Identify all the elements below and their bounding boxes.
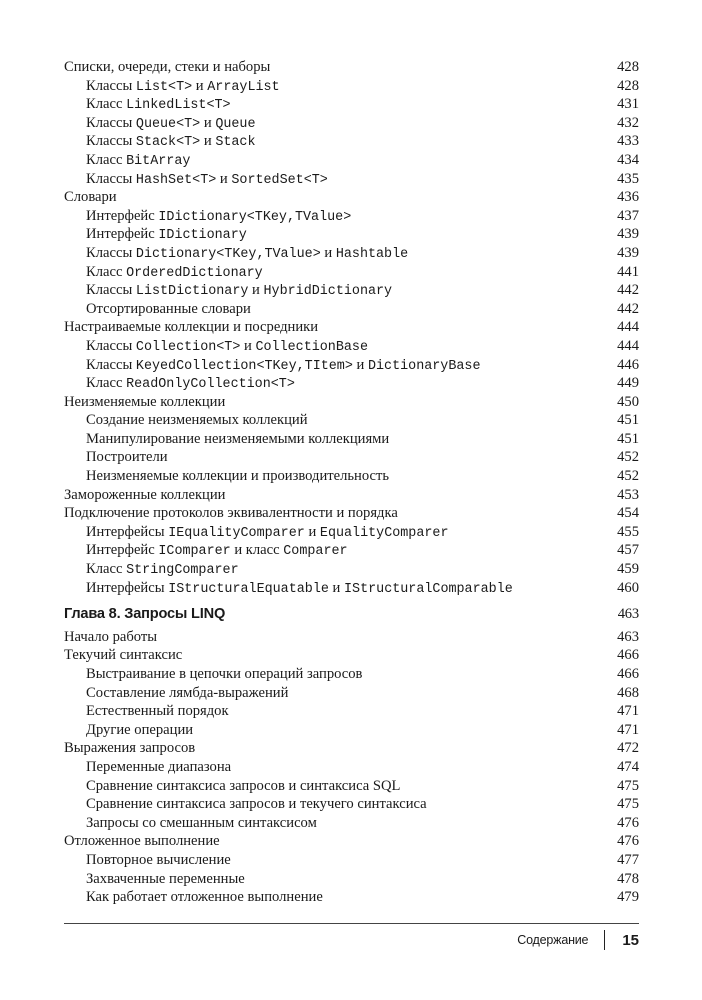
toc-entry-title — [86, 888, 617, 907]
toc-page-number: 436 — [617, 189, 639, 206]
toc-subsection-entry — [64, 814, 639, 833]
toc-page-number: 474 — [617, 758, 639, 775]
title-text: и — [248, 282, 264, 299]
title-text: Классы — [86, 356, 136, 373]
toc-section-entry — [64, 393, 639, 412]
running-header-label: Содержание — [517, 933, 589, 947]
code-identifier: CollectionBase — [255, 339, 368, 355]
title-text: и — [328, 579, 345, 596]
toc-subsection-entry — [64, 300, 639, 319]
toc-section-entry — [64, 646, 639, 665]
toc-page-number: 433 — [617, 133, 639, 150]
code-identifier: HybridDictionary — [263, 284, 393, 300]
title-text: Класс — [86, 375, 127, 392]
toc-entry-title — [64, 393, 617, 412]
toc-entry-title — [86, 225, 617, 246]
title-text: Отложенное выполнение — [64, 833, 220, 850]
toc-subsection-entry — [64, 411, 639, 430]
title-text: Класс — [86, 96, 127, 113]
toc-subsection-entry — [64, 702, 639, 721]
toc-page-number: 479 — [617, 889, 639, 906]
title-text: Переменные диапазона — [86, 758, 232, 775]
footer-separator — [604, 930, 605, 950]
code-identifier: OrderedDictionary — [126, 265, 263, 281]
title-text: Построители — [86, 449, 168, 466]
code-identifier: Stack — [215, 135, 256, 151]
toc-entry-title — [86, 95, 617, 116]
code-identifier: List<T> — [135, 79, 193, 95]
toc-entry-title — [86, 851, 617, 870]
title-text: Словари — [64, 189, 117, 206]
toc-subsection-entry — [64, 721, 639, 740]
toc-entry-title — [86, 777, 617, 796]
toc-entry-title — [86, 207, 617, 228]
title-text: Классы — [86, 282, 136, 299]
title-text: Интерфейс — [86, 226, 159, 243]
toc-chapter-heading — [64, 605, 639, 624]
title-text: Создание неизменяемых коллекций — [86, 412, 308, 429]
toc-subsection-entry — [64, 132, 639, 151]
toc-page-number: 452 — [617, 468, 639, 485]
toc-entry-title — [86, 77, 617, 98]
code-identifier: Queue — [215, 116, 256, 132]
toc-page-number: 472 — [617, 740, 639, 757]
code-identifier: SortedSet<T> — [231, 172, 328, 188]
code-identifier: IStructuralComparable — [344, 581, 513, 597]
toc-subsection-entry — [64, 523, 639, 542]
title-text: Классы — [86, 244, 136, 261]
code-identifier: ListDictionary — [135, 284, 249, 300]
toc-page-number: 453 — [617, 486, 639, 503]
toc-page-number: 471 — [617, 721, 639, 738]
title-text: Сравнение синтаксиса запросов и синтаксиса SQL — [86, 777, 401, 794]
code-identifier: Comparer — [283, 544, 348, 560]
toc-page-number: 459 — [617, 561, 639, 578]
title-text: Повторное вычисление — [86, 851, 231, 868]
code-identifier: Collection<T> — [135, 339, 241, 355]
title-text: Классы — [86, 337, 136, 354]
toc-section-entry — [64, 486, 639, 505]
toc-subsection-entry — [64, 374, 639, 393]
code-identifier: HashSet<T> — [135, 172, 217, 188]
title-text: Классы — [86, 133, 136, 150]
toc-page-number: 435 — [617, 170, 639, 187]
toc-entry-title — [86, 560, 617, 581]
toc-subsection-entry — [64, 541, 639, 560]
toc-subsection-entry — [64, 888, 639, 907]
toc-subsection-entry — [64, 151, 639, 170]
toc-section-entry — [64, 739, 639, 758]
title-text: Списки, очереди, стеки и наборы — [64, 59, 271, 75]
title-text: Отсортированные словари — [86, 300, 251, 317]
page-number: 15 — [622, 931, 639, 949]
title-text: Классы — [86, 77, 136, 94]
title-text: Интерфейс — [86, 207, 159, 224]
toc-entry-title — [86, 337, 617, 358]
title-text: Глава 8. Запросы LINQ — [64, 606, 226, 623]
toc-page-number: 451 — [617, 430, 639, 447]
toc-page-number: 466 — [617, 666, 639, 682]
table-of-contents — [64, 58, 639, 907]
toc-entry-title — [86, 721, 617, 740]
toc-subsection-entry — [64, 851, 639, 870]
title-text: Текучий синтаксис — [64, 647, 183, 664]
toc-entry-title — [86, 702, 617, 721]
toc-entry-title — [86, 374, 617, 395]
toc-entry-title — [86, 151, 617, 172]
title-text: и — [216, 170, 232, 187]
code-identifier: ArrayList — [207, 79, 280, 95]
code-identifier: StringComparer — [126, 563, 239, 579]
code-identifier: KeyedCollection<TKey,TItem> — [135, 358, 353, 374]
toc-entry-title — [64, 605, 618, 624]
toc-subsection-entry — [64, 777, 639, 796]
toc-page-number: 455 — [617, 523, 639, 540]
toc-section-entry — [64, 504, 639, 523]
toc-page-number: 431 — [617, 96, 639, 113]
toc-page-number: 444 — [617, 319, 639, 336]
title-text: Класс — [86, 263, 127, 280]
code-identifier: Queue<T> — [135, 116, 201, 132]
title-text: и — [200, 114, 216, 131]
toc-entry-title — [64, 739, 617, 758]
title-text: Класс — [86, 561, 127, 578]
code-identifier: DictionaryBase — [367, 358, 481, 374]
title-text: Замороженные коллекции — [64, 486, 226, 503]
toc-page-number: 471 — [617, 703, 639, 720]
toc-subsection-entry — [64, 758, 639, 777]
title-text: Манипулирование неизменяемыми коллекциями — [86, 430, 390, 447]
toc-page-number: 439 — [617, 226, 639, 243]
toc-subsection-entry — [64, 207, 639, 226]
code-identifier: IStructuralEquatable — [168, 581, 329, 597]
title-text: и — [352, 356, 368, 373]
toc-entry-title — [86, 523, 617, 544]
toc-entry-title — [86, 244, 617, 265]
title-text: и — [304, 523, 320, 540]
toc-page-number: 452 — [617, 449, 639, 466]
toc-page-number: 451 — [617, 412, 639, 429]
title-text: Неизменяемые коллекции — [64, 393, 226, 410]
title-text: и класс — [230, 542, 284, 559]
code-identifier: BitArray — [126, 153, 191, 169]
code-identifier: IDictionary — [158, 228, 247, 244]
toc-entry-title — [86, 132, 617, 153]
toc-page-number: 475 — [617, 777, 639, 794]
code-identifier: IComparer — [158, 544, 231, 560]
toc-section-entry — [64, 58, 639, 77]
toc-page-number: 463 — [617, 628, 639, 645]
code-identifier: ReadOnlyCollection<T> — [126, 377, 295, 393]
toc-page-number: 439 — [617, 244, 639, 261]
toc-entry-title — [64, 58, 617, 77]
title-text: Составление лямбда-выражений — [86, 684, 289, 701]
toc-page-number: 466 — [617, 647, 639, 664]
toc-subsection-entry — [64, 579, 639, 598]
toc-entry-title — [64, 832, 617, 851]
toc-entry-title — [64, 628, 617, 647]
toc-entry-title — [86, 795, 617, 814]
toc-page-number: 442 — [617, 300, 639, 317]
toc-section-entry — [64, 188, 639, 207]
toc-subsection-entry — [64, 225, 639, 244]
code-identifier: Hashtable — [335, 246, 409, 262]
toc-entry-title — [64, 318, 617, 337]
toc-page-number: 476 — [617, 814, 639, 831]
toc-page-number: 468 — [617, 684, 639, 701]
toc-page-number: 444 — [617, 337, 639, 354]
title-text: и — [320, 244, 336, 261]
code-identifier: IEqualityComparer — [168, 525, 305, 541]
toc-subsection-entry — [64, 263, 639, 282]
title-text: и — [192, 77, 208, 94]
toc-entry-title — [64, 504, 617, 523]
toc-entry-title — [86, 114, 617, 135]
toc-entry-title — [86, 263, 617, 284]
toc-entry-title — [86, 665, 617, 684]
toc-subsection-entry — [64, 170, 639, 189]
title-text: Интерфейс — [86, 542, 159, 559]
toc-page-number: 457 — [617, 542, 639, 559]
code-identifier: LinkedList<T> — [126, 98, 231, 114]
code-identifier: EqualityComparer — [319, 525, 449, 541]
toc-entry-title — [86, 814, 617, 833]
toc-entry-title — [86, 356, 617, 377]
title-text: Естественный порядок — [86, 703, 229, 720]
title-text: Другие операции — [86, 721, 194, 738]
title-text: Класс — [86, 151, 127, 168]
toc-entry-title — [86, 579, 617, 600]
title-text: Подключение протоколов эквивалентности и порядка — [64, 505, 398, 522]
toc-section-entry — [64, 832, 639, 851]
toc-page-number: 446 — [617, 356, 639, 373]
page-footer — [517, 930, 639, 950]
toc-subsection-entry — [64, 467, 639, 486]
toc-page-number: 442 — [617, 282, 639, 299]
title-text: Классы — [86, 114, 136, 131]
toc-entry-title — [86, 448, 617, 467]
toc-page-number: 428 — [617, 77, 639, 94]
toc-subsection-entry — [64, 448, 639, 467]
title-text: Настраиваемые коллекции и посредники — [64, 319, 319, 336]
toc-entry-title — [86, 170, 617, 191]
code-identifier: Stack<T> — [135, 135, 201, 151]
toc-page-number: 437 — [617, 207, 639, 224]
title-text: Сравнение синтаксиса запросов и текучего синтаксиса — [86, 796, 427, 813]
toc-entry-title — [86, 684, 617, 703]
title-text: Неизменяемые коллекции и производительность — [86, 468, 390, 485]
toc-subsection-entry — [64, 560, 639, 579]
toc-page-number: 449 — [617, 375, 639, 392]
toc-entry-title — [86, 411, 617, 430]
toc-page-number: 460 — [617, 579, 639, 596]
toc-section-entry — [64, 318, 639, 337]
title-text: Как работает отложенное выполнение — [86, 889, 323, 906]
toc-page-number: 476 — [617, 833, 639, 850]
toc-subsection-entry — [64, 684, 639, 703]
toc-entry-title — [64, 486, 617, 505]
toc-subsection-entry — [64, 795, 639, 814]
footer-rule — [64, 923, 639, 924]
title-text: Захваченные переменные — [86, 870, 245, 887]
title-text: Интерфейсы — [86, 579, 169, 596]
title-text: Выстраивание в цепочки операций запросов — [86, 666, 363, 682]
toc-page-number: 432 — [617, 114, 639, 131]
toc-entry-title — [64, 646, 617, 665]
title-text: и — [240, 337, 256, 354]
toc-subsection-entry — [64, 430, 639, 449]
toc-subsection-entry — [64, 95, 639, 114]
toc-section-entry — [64, 628, 639, 647]
toc-subsection-entry — [64, 870, 639, 889]
title-text: Начало работы — [64, 628, 158, 645]
title-text: Выражения запросов — [64, 740, 196, 757]
toc-subsection-entry — [64, 665, 639, 684]
toc-entry-title — [86, 430, 617, 449]
toc-subsection-entry — [64, 337, 639, 356]
toc-entry-title — [86, 870, 617, 889]
code-identifier: Dictionary<TKey,TValue> — [135, 246, 321, 262]
toc-subsection-entry — [64, 281, 639, 300]
title-text: Запросы со смешанным синтаксисом — [86, 814, 317, 831]
toc-entry-title — [86, 300, 617, 319]
toc-subsection-entry — [64, 244, 639, 263]
toc-page-number: 477 — [617, 851, 639, 868]
toc-page-number: 428 — [617, 59, 639, 75]
title-text: Интерфейсы — [86, 523, 169, 540]
toc-entry-title — [64, 188, 617, 207]
toc-entry-title — [86, 281, 617, 302]
toc-subsection-entry — [64, 77, 639, 96]
toc-page-number: 434 — [617, 151, 639, 168]
toc-page-number: 441 — [617, 263, 639, 280]
toc-subsection-entry — [64, 114, 639, 133]
title-text: и — [200, 133, 216, 150]
toc-entry-title — [86, 541, 617, 562]
toc-page-number: 454 — [617, 505, 639, 522]
toc-page-number: 478 — [617, 870, 639, 887]
toc-entry-title — [86, 758, 617, 777]
toc-page-number: 475 — [617, 796, 639, 813]
code-identifier: IDictionary<TKey,TValue> — [158, 209, 352, 225]
toc-entry-title — [86, 467, 617, 486]
toc-page-number: 463 — [617, 606, 639, 623]
title-text: Классы — [86, 170, 136, 187]
toc-subsection-entry — [64, 356, 639, 375]
toc-page-number: 450 — [617, 393, 639, 410]
